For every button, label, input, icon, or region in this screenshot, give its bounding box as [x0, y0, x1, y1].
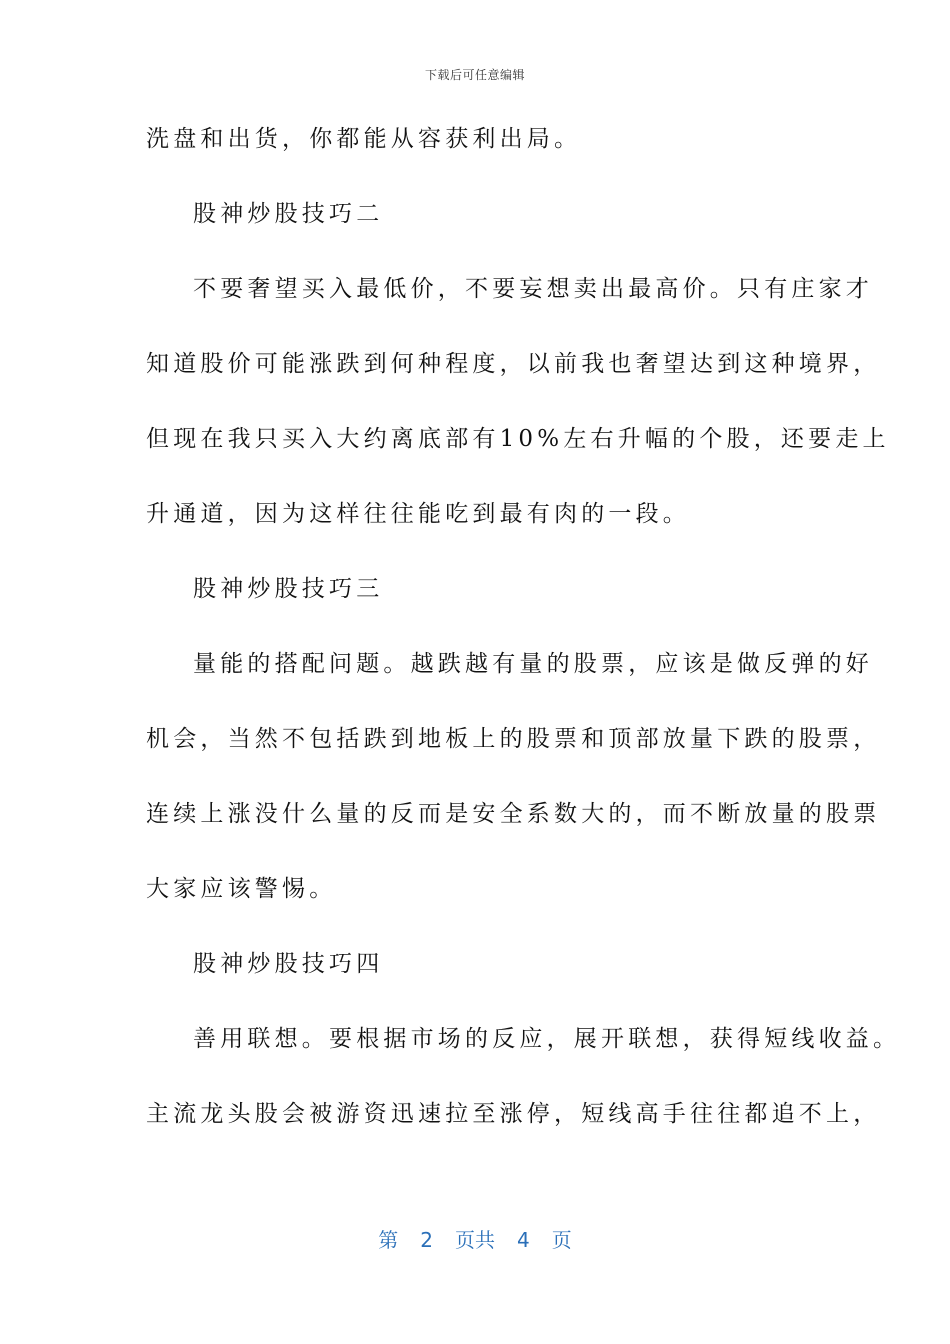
footer-ye: 页 [551, 1228, 572, 1252]
text-line: 知道股价可能涨跌到何种程度，以前我也奢望达到这种境界， [146, 351, 881, 377]
text-line: 主流龙头股会被游资迅速拉至涨停，短线高手往往都追不上， [146, 1101, 881, 1127]
section-heading: 股神炒股技巧二 [193, 201, 384, 227]
text-line: 但现在我只买入大约离底部有10%左右升幅的个股，还要走上 [146, 426, 890, 452]
text-line: 量能的搭配问题。越跌越有量的股票，应该是做反弹的好 [193, 651, 873, 677]
page-footer [0, 1224, 950, 1253]
text-line: 升通道，因为这样往往能吃到最有肉的一段。 [146, 501, 690, 527]
text-line: 机会，当然不包括跌到地板上的股票和顶部放量下跌的股票， [146, 726, 881, 752]
text-line: 不要奢望买入最低价，不要妄想卖出最高价。只有庄家才 [193, 276, 873, 302]
footer-total-pages: 4 [517, 1228, 530, 1252]
section-heading: 股神炒股技巧三 [193, 576, 384, 602]
text-line: 大家应该警惕。 [146, 876, 337, 902]
text-line: 善用联想。要根据市场的反应，展开联想，获得短线收益。 [193, 1026, 901, 1052]
text-line: 连续上涨没什么量的反而是安全系数大的，而不断放量的股票 [146, 801, 881, 827]
section-heading: 股神炒股技巧四 [193, 951, 384, 977]
page-header: 下载后可任意编辑 [424, 68, 525, 82]
footer-page-number: 2 [420, 1228, 433, 1252]
text-line: 洗盘和出货，你都能从容获利出局。 [146, 126, 582, 152]
footer-di: 第 [378, 1228, 399, 1252]
footer-ye-gong: 页共 [455, 1228, 495, 1252]
